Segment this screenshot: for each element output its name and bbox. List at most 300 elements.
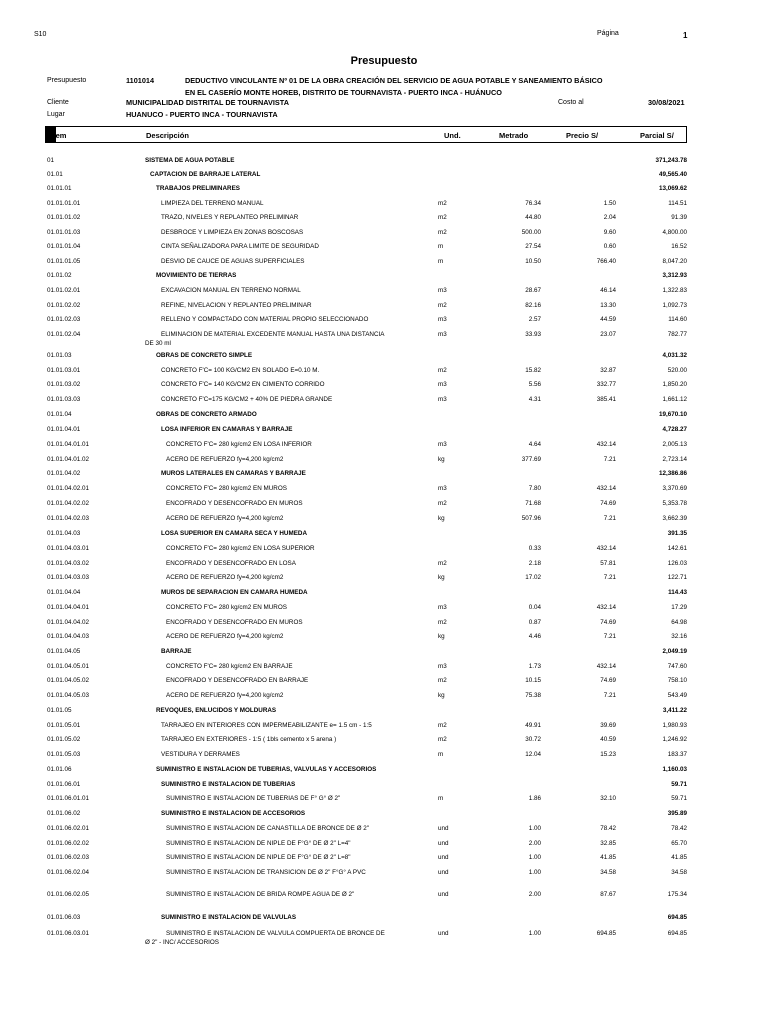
item-precio: 87.67: [600, 891, 616, 898]
item-precio: 7.21: [603, 574, 616, 581]
item-code: 01.01.04.04.02: [47, 619, 90, 626]
table-row: [0, 302, 768, 314]
table-row: [0, 825, 768, 837]
item-code: 01.01.04.03: [47, 530, 81, 537]
item-parcial: 3,312.93: [662, 272, 687, 279]
item-code: 01.01.04.02.03: [47, 515, 90, 522]
table-row: [0, 396, 768, 408]
item-metrado: 76.34: [525, 200, 541, 207]
item-precio: 57.81: [600, 560, 616, 567]
table-row: [0, 633, 768, 645]
item-metrado: 7.80: [528, 485, 541, 492]
item-code: 01.01.03.03: [47, 396, 81, 403]
item-unit: kg: [438, 515, 445, 522]
section-row: [0, 781, 768, 793]
item-code: 01.01.05.03: [47, 751, 81, 758]
item-code: 01.01.06.02: [47, 810, 81, 817]
report-code: S10: [34, 31, 47, 38]
item-parcial: 8,047.20: [662, 258, 687, 265]
item-unit: m: [438, 751, 444, 758]
item-precio: 0.60: [603, 243, 616, 250]
table-row: [0, 722, 768, 734]
item-description: ENCOFRADO Y DESENCOFRADO EN LOSA: [166, 560, 296, 567]
item-code: 01.01.04.05.03: [47, 692, 90, 699]
table-row: [0, 604, 768, 616]
item-parcial: 1,092.73: [662, 302, 687, 309]
lugar-label: Lugar: [47, 111, 65, 118]
item-metrado: 1.00: [528, 854, 541, 861]
item-description: CONCRETO F'C= 280 kg/cm2 EN MUROS: [166, 604, 287, 611]
section-row: [0, 157, 768, 169]
item-code: 01.01.05.01: [47, 722, 81, 729]
item-unit: kg: [438, 692, 445, 699]
item-parcial: 34.58: [671, 869, 687, 876]
item-metrado: 27.54: [525, 243, 541, 250]
item-metrado: 1.00: [528, 930, 541, 937]
table-row: [0, 243, 768, 255]
presupuesto-description-line-1: DEDUCTIVO VINCULANTE Nº 01 DE LA OBRA CREACIÓN DEL SERVICIO DE AGUA POTABLE Y SANEAMIENTO BÁSICO: [185, 76, 603, 85]
item-parcial: 694.85: [667, 914, 687, 921]
section-row: [0, 648, 768, 660]
item-parcial: 1,160.03: [662, 766, 687, 773]
item-parcial: 175.34: [667, 891, 687, 898]
presupuesto-code: 1101014: [126, 76, 155, 85]
table-row: [0, 751, 768, 763]
item-description: SUMINISTRO E INSTALACION DE TRANSICION DE Ø 2" F°G° A PVC: [166, 869, 366, 876]
section-row: [0, 352, 768, 364]
item-unit: und: [438, 840, 449, 847]
table-row: [0, 574, 768, 586]
section-row: [0, 707, 768, 719]
item-description: VESTIDURA Y DERRAMES: [161, 751, 240, 758]
item-code: 01.01.04: [47, 411, 72, 418]
item-precio: 15.23: [600, 751, 616, 758]
costo-label: Costo al: [558, 99, 584, 106]
item-parcial: 122.71: [667, 574, 687, 581]
item-description: TARRAJEO EN INTERIORES CON IMPERMEABILIZANTE e= 1.5 cm - 1:5: [161, 722, 372, 729]
item-precio: 40.59: [600, 736, 616, 743]
item-precio: 332.77: [596, 381, 616, 388]
table-row: [0, 692, 768, 704]
item-code: 01.01.04.02: [47, 470, 81, 477]
item-parcial: 371,243.78: [655, 157, 687, 164]
item-code: 01.01: [47, 171, 63, 178]
table-row: [0, 663, 768, 675]
item-precio: 41.85: [600, 854, 616, 861]
item-description: SUMINISTRO E INSTALACION DE VALVULA COMPUERTA DE BRONCE DE: [166, 930, 385, 937]
item-parcial: 2,723.14: [662, 456, 687, 463]
table-row: [0, 515, 768, 527]
item-unit: m2: [438, 722, 447, 729]
item-precio: 74.69: [600, 677, 616, 684]
item-description: TRAZO, NIVELES Y REPLANTEO PRELIMINAR: [161, 214, 299, 221]
item-code: 01.01.01.02: [47, 214, 81, 221]
item-parcial: 1,246.92: [662, 736, 687, 743]
item-description: ACERO DE REFUERZO fy=4,200 kg/cm2: [166, 633, 284, 640]
item-unit: m: [438, 258, 444, 265]
item-parcial: 391.35: [667, 530, 687, 537]
item-code: 01.01.04.01: [47, 426, 81, 433]
item-parcial: 4,728.27: [662, 426, 687, 433]
item-description: ENCOFRADO Y DESENCOFRADO EN MUROS: [166, 500, 303, 507]
item-metrado: 0.33: [528, 545, 541, 552]
item-description: DESBROCE Y LIMPIEZA EN ZONAS BOSCOSAS: [161, 229, 304, 236]
table-row: [0, 367, 768, 379]
item-description: REFINE, NIVELACION Y REPLANTEO PRELIMINAR: [161, 302, 312, 309]
item-code: 01.01.06.01: [47, 781, 81, 788]
item-parcial: 19,670.10: [658, 411, 687, 418]
item-unit: m2: [438, 736, 447, 743]
item-parcial: 395.89: [667, 810, 687, 817]
table-row: [0, 381, 768, 393]
item-code: 01.01.06: [47, 766, 72, 773]
item-parcial: 3,411.22: [662, 707, 687, 714]
table-row: [0, 287, 768, 299]
item-metrado: 1.86: [528, 795, 541, 802]
item-precio: 432.14: [596, 545, 616, 552]
item-description: CONCRETO F'C= 100 KG/CM2 EN SOLADO E=0.10 M.: [161, 367, 320, 374]
item-metrado: 1.00: [528, 825, 541, 832]
table-row: [0, 485, 768, 497]
item-metrado: 2.57: [528, 316, 541, 323]
item-code: 01.01.05.02: [47, 736, 81, 743]
item-precio: 74.69: [600, 619, 616, 626]
item-code: 01.01.02: [47, 272, 72, 279]
item-metrado: 15.82: [525, 367, 541, 374]
item-unit: und: [438, 854, 449, 861]
item-description: LOSA SUPERIOR EN CAMARA SECA Y HUMEDA: [161, 530, 308, 537]
item-unit: m2: [438, 367, 447, 374]
item-code: 01.01.04.03.02: [47, 560, 90, 567]
item-precio: 78.42: [600, 825, 616, 832]
item-unit: m2: [438, 500, 447, 507]
table-row: [0, 840, 768, 852]
presupuesto-label: Presupuesto: [47, 77, 87, 84]
cliente-value: MUNICIPALIDAD DISTRITAL DE TOURNAVISTA: [126, 98, 289, 107]
item-precio: 694.85: [596, 930, 616, 937]
item-metrado: 12.04: [525, 751, 541, 758]
table-row: [0, 869, 768, 881]
item-parcial: 4,031.32: [662, 352, 687, 359]
table-row: [0, 795, 768, 807]
item-metrado: 377.69: [521, 456, 541, 463]
item-precio: 7.21: [603, 692, 616, 699]
document-title: Presupuesto: [350, 55, 418, 67]
item-metrado: 71.68: [525, 500, 541, 507]
presupuesto-description-line-2: EN EL CASERÍO MONTE HOREB, DISTRITO DE TOURNAVISTA - PUERTO INCA - HUÁNUCO: [185, 88, 502, 97]
item-precio: 39.69: [600, 722, 616, 729]
item-parcial: 114.51: [668, 200, 687, 207]
section-row: [0, 411, 768, 423]
item-unit: m3: [438, 441, 447, 448]
item-code: 01.01.02.01: [47, 287, 81, 294]
item-precio: 9.60: [603, 229, 616, 236]
item-parcial: 64.98: [671, 619, 687, 626]
table-row: [0, 854, 768, 866]
item-description: MUROS DE SEPARACION EN CAMARA HUMEDA: [161, 589, 308, 596]
page-number: 1: [683, 31, 688, 40]
item-code: 01.01.01.03: [47, 229, 81, 236]
item-precio: 432.14: [596, 604, 616, 611]
column-header-metrado: Metrado: [499, 131, 529, 140]
item-unit: und: [438, 869, 449, 876]
item-metrado: 30.72: [525, 736, 541, 743]
item-description: CONCRETO F'C= 280 kg/cm2 EN LOSA INFERIOR: [166, 441, 312, 448]
item-code: 01.01.06.01.01: [47, 795, 90, 802]
item-description: LIMPIEZA DEL TERRENO MANUAL: [161, 200, 264, 207]
item-metrado: 1.00: [528, 869, 541, 876]
item-description: CONCRETO F'C= 280 kg/cm2 EN LOSA SUPERIOR: [166, 545, 315, 552]
item-precio: 46.14: [600, 287, 616, 294]
item-code: 01.01.04.03.01: [47, 545, 90, 552]
table-row: [0, 500, 768, 512]
item-code: 01.01.02.03: [47, 316, 81, 323]
item-unit: m2: [438, 560, 447, 567]
item-parcial: 183.37: [667, 751, 687, 758]
table-row: [0, 331, 768, 347]
item-parcial: 747.60: [667, 663, 687, 670]
item-metrado: 2.18: [528, 560, 541, 567]
item-parcial: 5,353.78: [662, 500, 687, 507]
item-description: ACERO DE REFUERZO fy=4,200 kg/cm2: [166, 692, 284, 699]
item-description: ACERO DE REFUERZO fy=4,200 kg/cm2: [166, 574, 284, 581]
item-precio: 32.10: [600, 795, 616, 802]
item-parcial: 543.49: [667, 692, 687, 699]
item-code: 01.01.04.05.01: [47, 663, 90, 670]
item-code: 01.01.02.04: [47, 331, 81, 338]
item-description: ACERO DE REFUERZO fy=4,200 kg/cm2: [166, 515, 284, 522]
item-parcial: 59.71: [671, 781, 687, 788]
item-unit: m3: [438, 663, 447, 670]
item-precio: 385.41: [596, 396, 616, 403]
item-parcial: 91.39: [671, 214, 687, 221]
table-row: [0, 316, 768, 328]
item-code: 01.01.06.03.01: [47, 930, 90, 937]
item-parcial: 32.16: [671, 633, 687, 640]
item-code: 01.01.06.02.04: [47, 869, 90, 876]
item-parcial: 2,005.13: [662, 441, 687, 448]
item-unit: m: [438, 795, 444, 802]
item-unit: und: [438, 825, 449, 832]
item-description: BARRAJE: [161, 648, 192, 655]
table-row: [0, 619, 768, 631]
item-metrado: 2.00: [528, 840, 541, 847]
item-unit: m2: [438, 619, 447, 626]
item-parcial: 78.42: [671, 825, 687, 832]
item-code: 01.01.03.02: [47, 381, 81, 388]
item-metrado: 0.04: [528, 604, 541, 611]
item-metrado: 0.87: [528, 619, 541, 626]
item-unit: und: [438, 930, 449, 937]
item-description: CONCRETO F'C= 140 KG/CM2 EN CIMIENTO CORRIDO: [161, 381, 325, 388]
item-description: SUMINISTRO E INSTALACION DE TUBERIAS: [161, 781, 296, 788]
item-unit: m3: [438, 287, 447, 294]
item-description: SUMINISTRO E INSTALACION DE NIPLE DE F°G° DE Ø 2" L=4": [166, 840, 351, 847]
item-description: CONCRETO F'C= 280 kg/cm2 EN BARRAJE: [166, 663, 293, 670]
item-description: DESVIO DE CAUCE DE AGUAS SUPERFICIALES: [161, 258, 305, 265]
section-row: [0, 171, 768, 183]
item-description-continued: DE 30 ml: [145, 340, 171, 347]
section-row: [0, 530, 768, 542]
item-description: SUMINISTRO E INSTALACION DE NIPLE DE F°G° DE Ø 2" L=8": [166, 854, 351, 861]
item-code: 01.01.03: [47, 352, 72, 359]
column-header-descripcion: Descripción: [146, 131, 189, 140]
item-description: CINTA SEÑALIZADORA PARA LIMITE DE SEGURIDAD: [161, 243, 319, 250]
item-unit: m2: [438, 214, 447, 221]
item-code: 01.01.06.02.03: [47, 854, 90, 861]
item-precio: 432.14: [596, 663, 616, 670]
item-metrado: 75.38: [525, 692, 541, 699]
item-precio: 2.04: [603, 214, 616, 221]
item-parcial: 114.43: [668, 589, 687, 596]
item-metrado: 2.00: [528, 891, 541, 898]
item-metrado: 28.67: [525, 287, 541, 294]
table-row: [0, 560, 768, 572]
item-code: 01.01.04.02.02: [47, 500, 90, 507]
table-row: [0, 258, 768, 270]
item-description: RELLENO Y COMPACTADO CON MATERIAL PROPIO SELECCIONADO: [161, 316, 369, 323]
item-metrado: 17.02: [525, 574, 541, 581]
item-code: 01.01.04.03.03: [47, 574, 90, 581]
column-header-precio: Precio S/: [566, 131, 599, 140]
item-parcial: 2,049.19: [662, 648, 687, 655]
item-parcial: 59.71: [671, 795, 687, 802]
item-code: 01.01.04.04: [47, 589, 81, 596]
item-precio: 32.87: [600, 367, 616, 374]
section-row: [0, 185, 768, 197]
item-metrado: 1.73: [528, 663, 541, 670]
item-code: 01.01.04.01.02: [47, 456, 90, 463]
section-row: [0, 272, 768, 284]
item-unit: m3: [438, 331, 447, 338]
item-parcial: 4,800.00: [662, 229, 687, 236]
item-precio: 432.14: [596, 485, 616, 492]
item-parcial: 1,661.12: [662, 396, 687, 403]
item-code: 01.01.06.02.02: [47, 840, 90, 847]
item-parcial: 41.85: [671, 854, 687, 861]
item-code: 01.01.04.02.01: [47, 485, 90, 492]
item-unit: m3: [438, 316, 447, 323]
section-row: [0, 810, 768, 822]
item-precio: 32.85: [600, 840, 616, 847]
item-description: MOVIMIENTO DE TIERRAS: [156, 272, 237, 279]
item-code: 01.01.04.04.01: [47, 604, 90, 611]
item-metrado: 5.56: [528, 381, 541, 388]
item-metrado: 4.46: [528, 633, 541, 640]
item-unit: m2: [438, 302, 447, 309]
item-description: SISTEMA DE AGUA POTABLE: [145, 157, 235, 164]
item-unit: kg: [438, 574, 445, 581]
item-code: 01.01.06.02.01: [47, 825, 90, 832]
item-precio: 1.50: [603, 200, 616, 207]
lugar-value: HUANUCO - PUERTO INCA - TOURNAVISTA: [126, 110, 278, 119]
item-unit: kg: [438, 456, 445, 463]
item-code: 01.01.01: [47, 185, 72, 192]
item-description: SUMINISTRO E INSTALACION DE VALVULAS: [161, 914, 297, 921]
item-description: ENCOFRADO Y DESENCOFRADO EN MUROS: [166, 619, 303, 626]
column-header-item: Item: [51, 131, 67, 140]
item-parcial: 126.03: [667, 560, 687, 567]
item-description-continued: Ø 2" - INC/ ACCESORIOS: [145, 939, 219, 946]
item-description: SUMINISTRO E INSTALACION DE CANASTILLA DE BRONCE DE Ø 2": [166, 825, 369, 832]
table-header: [45, 126, 687, 143]
item-metrado: 33.93: [525, 331, 541, 338]
table-row: [0, 891, 768, 903]
item-unit: m3: [438, 604, 447, 611]
item-precio: 34.58: [600, 869, 616, 876]
item-parcial: 12,386.86: [658, 470, 687, 477]
item-code: 01.01.04.01.01: [47, 441, 90, 448]
item-description: TARRAJEO EN EXTERIORES - 1:5 ( 1bls cemento x 5 arena ): [161, 736, 337, 743]
section-row: [0, 426, 768, 438]
table-row: [0, 736, 768, 748]
item-parcial: 49,565.40: [658, 171, 687, 178]
item-description: REVOQUES, ENLUCIDOS Y MOLDURAS: [156, 707, 277, 714]
item-precio: 74.69: [600, 500, 616, 507]
item-metrado: 10.15: [525, 677, 541, 684]
item-unit: m2: [438, 200, 447, 207]
item-code: 01.01.05: [47, 707, 72, 714]
item-code: 01.01.01.01: [47, 200, 81, 207]
cliente-label: Cliente: [47, 99, 69, 106]
item-description: CONCRETO F'C=175 KG/CM2 + 40% DE PIEDRA GRANDE: [161, 396, 333, 403]
item-metrado: 4.31: [528, 396, 541, 403]
table-row: [0, 441, 768, 453]
item-parcial: 694.85: [667, 930, 687, 937]
item-code: 01.01.01.04: [47, 243, 81, 250]
item-parcial: 3,370.69: [662, 485, 687, 492]
item-description: CONCRETO F'C= 280 kg/cm2 EN MUROS: [166, 485, 287, 492]
table-row: [0, 214, 768, 226]
section-row: [0, 470, 768, 482]
item-parcial: 1,322.83: [662, 287, 687, 294]
item-description: MUROS LATERALES EN CAMARAS Y BARRAJE: [161, 470, 306, 477]
item-description: ENCOFRADO Y DESENCOFRADO EN BARRAJE: [166, 677, 309, 684]
page-label: Página: [597, 30, 619, 37]
item-description: ELIMINACION DE MATERIAL EXCEDENTE MANUAL HASTA UNA DISTANCIA: [161, 331, 385, 338]
item-precio: 13.30: [600, 302, 616, 309]
item-description: TRABAJOS PRELIMINARES: [156, 185, 240, 192]
table-row: [0, 456, 768, 468]
item-metrado: 44.80: [525, 214, 541, 221]
section-row: [0, 589, 768, 601]
item-code: 01.01.04.05: [47, 648, 81, 655]
item-description: EXCAVACION MANUAL EN TERRENO NORMAL: [161, 287, 301, 294]
item-code: 01.01.02.02: [47, 302, 81, 309]
item-parcial: 782.77: [667, 331, 687, 338]
item-metrado: 82.16: [525, 302, 541, 309]
item-description: LOSA INFERIOR EN CAMARAS Y BARRAJE: [161, 426, 293, 433]
item-unit: m3: [438, 396, 447, 403]
item-description: SUMINISTRO E INSTALACION DE TUBERIAS, VALVULAS Y ACCESORIOS: [156, 766, 377, 773]
item-precio: 766.40: [596, 258, 616, 265]
item-unit: und: [438, 891, 449, 898]
table-row: [0, 229, 768, 241]
item-parcial: 142.61: [667, 545, 687, 552]
item-parcial: 1,980.93: [662, 722, 687, 729]
item-code: 01.01.06.03: [47, 914, 81, 921]
table-row: [0, 930, 768, 946]
item-precio: 7.21: [603, 633, 616, 640]
item-precio: 23.07: [600, 331, 616, 338]
costo-date: 30/08/2021: [648, 98, 685, 107]
item-description: SUMINISTRO E INSTALACION DE ACCESORIOS: [161, 810, 306, 817]
item-parcial: 114.60: [668, 316, 687, 323]
item-parcial: 17.29: [671, 604, 687, 611]
column-header-und: Und.: [444, 131, 461, 140]
table-row: [0, 677, 768, 689]
item-metrado: 507.96: [521, 515, 541, 522]
